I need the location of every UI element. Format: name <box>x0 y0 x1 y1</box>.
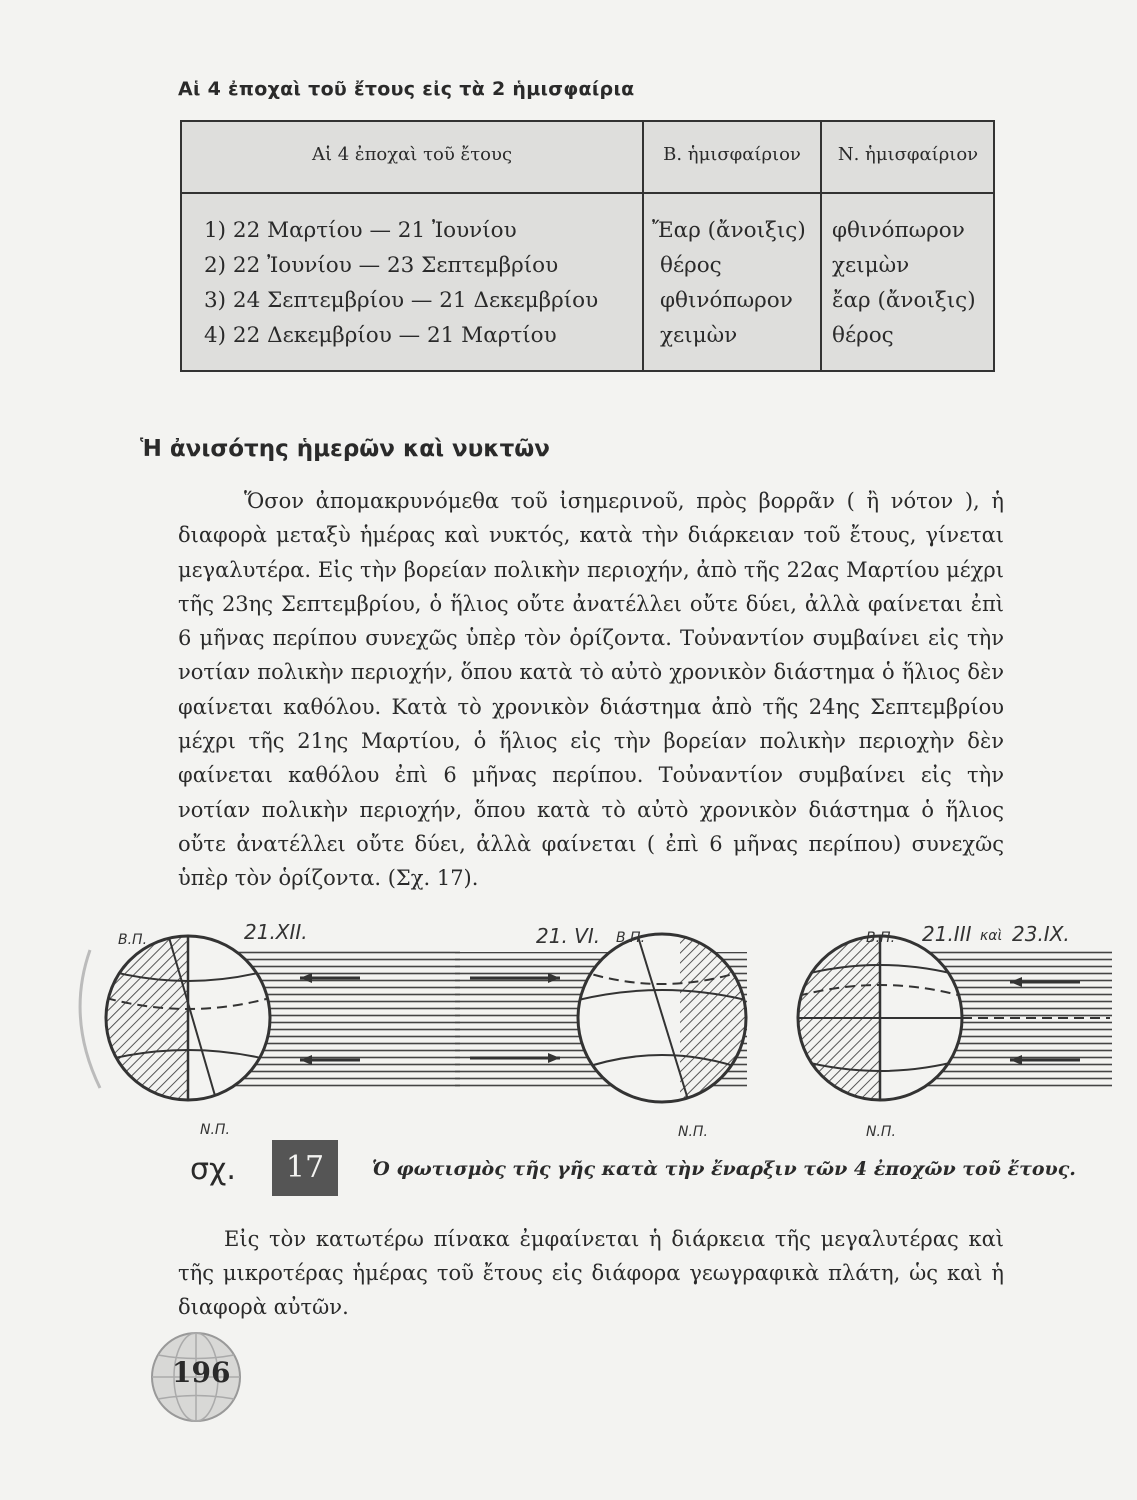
row-4-south: θέρος <box>832 323 894 348</box>
row-2-south: χειμὼν <box>832 253 910 278</box>
seasons-table <box>180 120 995 372</box>
header-seasons: Αἱ 4 ἐποχαὶ τοῦ ἔτους <box>311 144 513 165</box>
figure-label: σχ. <box>190 1152 236 1187</box>
row-2-north: θέρος <box>660 253 722 278</box>
header-north: Β. ἡμισφαίριον <box>663 144 801 165</box>
row-1-period: 1) 22 Μαρτίου — 21 Ἰουνίου <box>204 218 517 243</box>
body-paragraph-2 <box>178 1222 1004 1324</box>
section-heading: Ἡ ἀνισότης ἡμερῶν καὶ νυκτῶν <box>140 436 550 462</box>
row-2-period: 2) 22 Ἰουνίου — 23 Σεπτεμβρίου <box>204 253 559 278</box>
panel-1-date: 21.XII. <box>244 920 308 944</box>
panel-2-date: 21. VI. <box>536 924 601 948</box>
panel-1-south-pole: Ν.Π. <box>200 1122 230 1138</box>
row-4-period: 4) 22 Δεκεμβρίου — 21 Μαρτίου <box>204 323 557 348</box>
panel-3-date: 21.III <box>922 922 972 946</box>
figure-caption: Ὁ φωτισμὸς τῆς γῆς κατὰ τὴν ἔναρξιν τῶν 4 ἐποχῶν τοῦ ἔτους. <box>372 1158 1076 1180</box>
header-south: Ν. ἡμισφαίριον <box>837 144 979 165</box>
row-3-north: φθινόπωρον <box>660 288 793 313</box>
row-3-south: ἔαρ (ἄνοιξις) <box>832 288 976 313</box>
panel-2-north-pole: Β.Π. <box>616 930 646 946</box>
panel-3-south-pole: Ν.Π. <box>866 1124 896 1140</box>
paragraph-1: Ὅσον ἀπομακρυνόμεθα τοῦ ἰσημερινοῦ, πρὸς βορρᾶν ( ἢ νότον ), ἡ διαφορὰ μεταξὺ ἡμέρας καὶ νυκτός, κατὰ τὴν διάρκειαν τοῦ ἔτους, γίνεται μεγαλυτέρα. Εἰς τὴν βορείαν πολικὴν περιοχήν, ἀπὸ τῆς 22ας Μαρτίου μέχρι τῆς 23ης Σεπτεμβρίου, ὁ ἥλιος οὔτε ἀνατέλλει οὔτε δύει, ἀλλὰ φαίνεται ἐπὶ 6 μῆνας περίπου συνεχῶς ὑπὲρ τὸν ὁρίζοντα. Τοὐναντίον συμβαίνει εἰς τὴν νοτίαν πολικὴν περιοχήν, ὅπου κατὰ τὸ αὐτὸ χρονικὸν διάστημα ὁ ἥλιος δὲν φαίνεται καθόλου. Κατὰ τὸ χρονικὸν διάστημα ἀπὸ τῆς 24ης Σεπτεμβρίου μέχρι τῆς 21ης Μαρτίου, ὁ ἥλιος εἰς τὴν βορείαν πολικὴν περιοχὴν δὲν φαίνεται καθόλου ἐπὶ 6 μῆνας περίπου. Τοὐναντίον συμβαίνει εἰς τὴν νοτίαν πολικὴν περιοχήν, ὅπου κατὰ τὸ αὐτὸ χρονικὸν διάστημα ὁ ἥλιος οὔτε ἀνατέλλει οὔτε δύει, ἀλλὰ φαίνεται ( ἐπὶ 6 μῆνας περίπου) συνεχῶς ὑπὲρ τὸν ὁρίζοντα. (Σχ. 17). <box>178 489 1004 891</box>
row-3-period: 3) 24 Σεπτεμβρίου — 21 Δεκεμβρίου <box>204 288 599 313</box>
row-1-south: φθινόπωρον <box>832 218 965 243</box>
page-number: 196 <box>172 1356 231 1389</box>
panel-1-north-pole: Β.Π. <box>118 932 148 948</box>
row-4-north: χειμὼν <box>660 323 738 348</box>
panel-equinox <box>790 930 1112 1110</box>
table-title: Αἱ 4 ἐποχαὶ τοῦ ἔτους εἰς τὰ 2 ἡμισφαίρια <box>178 78 635 100</box>
panel-3-date-join: καὶ <box>980 928 1003 944</box>
panel-3-date-extra: 23.IX. <box>1012 922 1070 946</box>
panel-december <box>80 930 460 1110</box>
paragraph-2: Εἰς τὸν κατωτέρω πίνακα ἐμφαίνεται ἡ διάρκεια τῆς μεγαλυτέρας καὶ τῆς μικροτέρας ἡμέρας τοῦ ἔτους εἰς διάφορα γεωγραφικὰ πλάτη, ὡς καὶ ἡ διαφορὰ αὐτῶν. <box>178 1227 1004 1319</box>
panel-2-south-pole: Ν.Π. <box>678 1124 708 1140</box>
panel-3-north-pole: Β.Π. <box>866 930 896 946</box>
figure-number-badge: 17 <box>272 1140 338 1196</box>
row-1-north: Ἔαρ (ἄνοιξις) <box>652 218 806 243</box>
body-paragraph <box>178 484 1004 896</box>
panel-june <box>455 930 770 1110</box>
